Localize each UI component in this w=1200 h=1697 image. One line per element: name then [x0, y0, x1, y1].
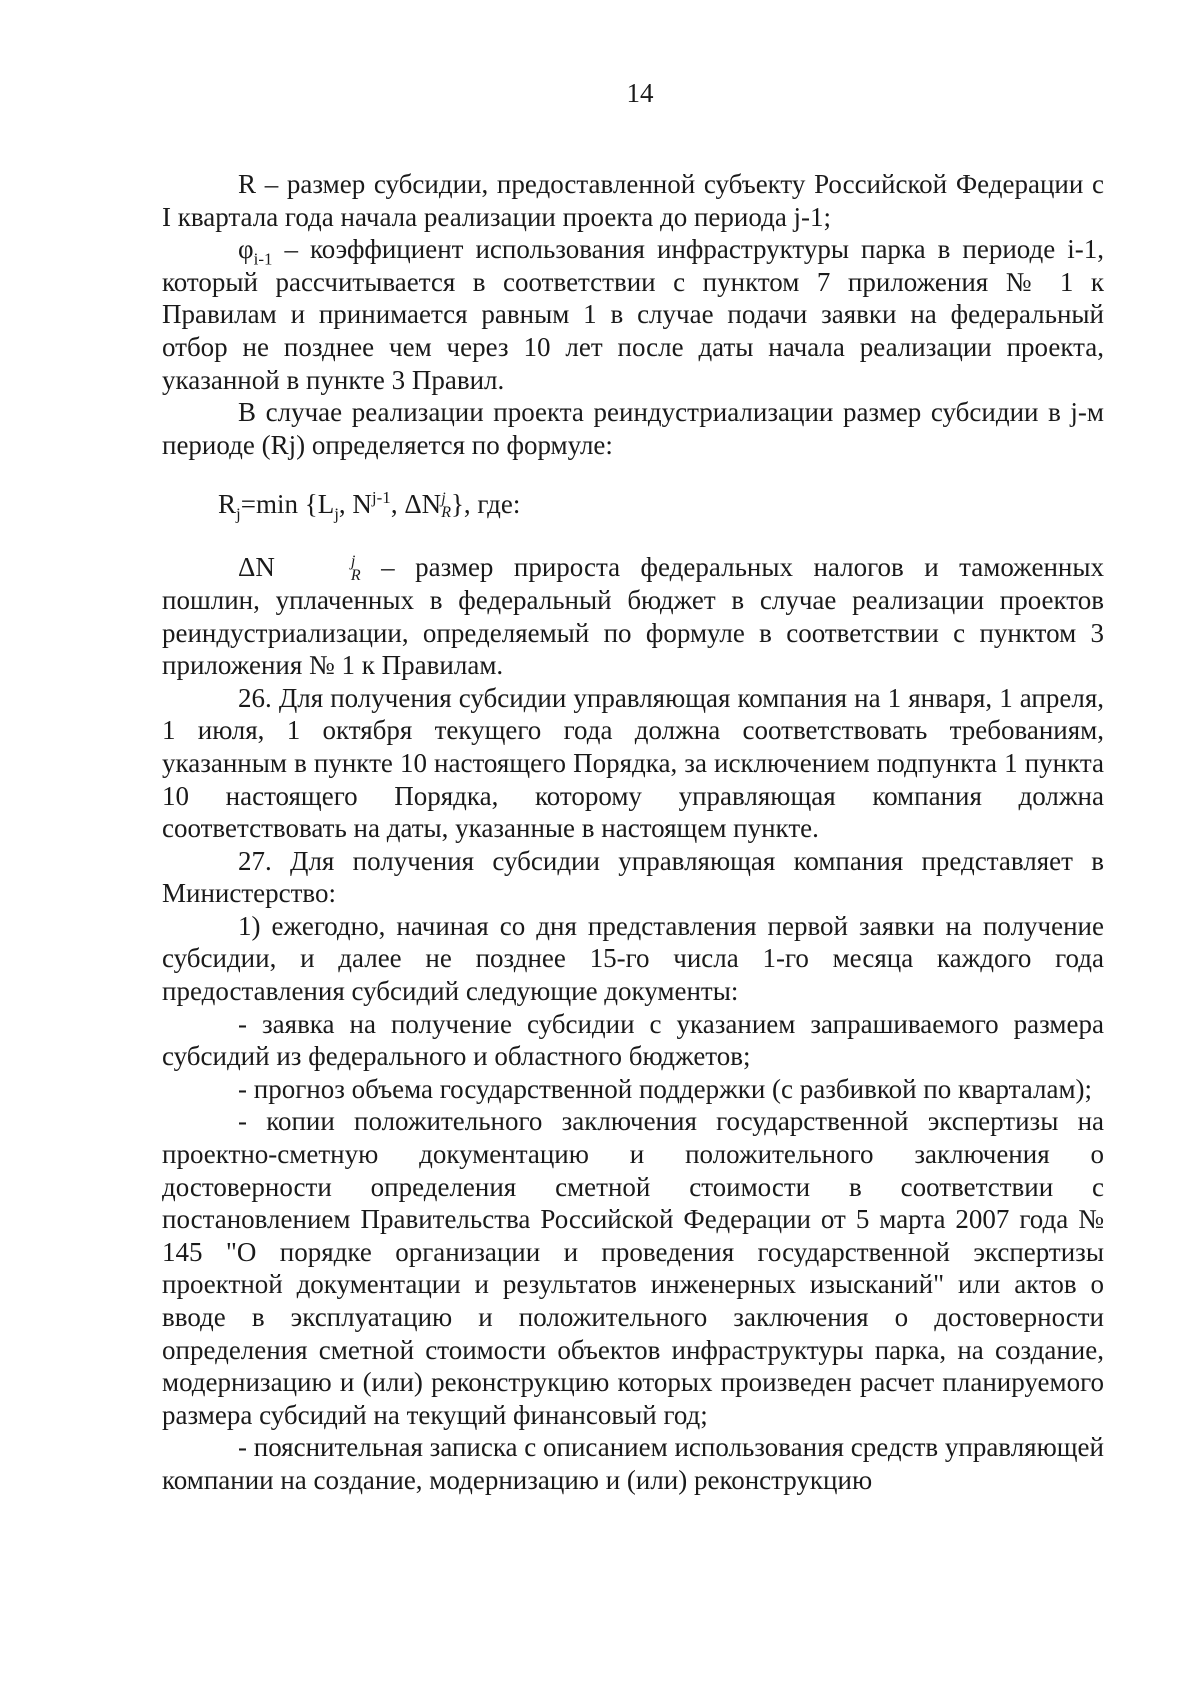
list-item-forecast: - прогноз объема государственной поддержки (с разбивкой по кварталам);	[238, 1073, 1093, 1104]
paragraph-26: 26. Для получения субсидии управляющая компания на 1 января, 1 апреля, 1 июля, 1 октября текущего года должна соответствовать требованиям, указанным в пункте 10 настоящего Порядка, за исключением подпункта 1 пункта 10 настоящего Порядка, которому управляющая компания должна соответствовать на даты, указанные в настоящем пункте.	[162, 682, 1104, 844]
list-item-application: - заявка на получение субсидии с указанием запрашиваемого размера субсидий из федерального и областного бюджетов;	[162, 1008, 1104, 1072]
formula-r: R	[218, 489, 237, 520]
phi-symbol: φ	[238, 234, 254, 265]
document-body	[162, 168, 1104, 1497]
delta-indices	[275, 552, 361, 584]
formula-delta-n: , ΔN	[390, 489, 442, 520]
formula-rj	[162, 461, 1104, 523]
paragraph-reindustrialization: В случае реализации проекта реиндустриализации размер субсидии в j-м периоде (Rj) определяется по формуле:	[162, 397, 1104, 460]
list-item-explanatory-note: - пояснительная записка с описанием использования средств управляющей компании на создание, модернизацию и (или) реконструкцию	[162, 1432, 1104, 1495]
delta-sub: R	[350, 566, 361, 584]
paragraph-27-item-1: 1) ежегодно, начиная со дня представления первой заявки на получение субсидии, и далее не позднее 15-го числа 1-го месяца каждого года предоставления субсидий следующие документы:	[162, 910, 1104, 1007]
formula-delta-indices	[441, 489, 451, 521]
paragraph-27: 27. Для получения субсидии управляющая компания представляет в Министерство:	[162, 845, 1104, 909]
formula-tail: }, где:	[450, 489, 521, 520]
formula-l-sub: j	[334, 504, 339, 524]
formula-r-sub: j	[236, 504, 241, 524]
spacer	[162, 523, 1104, 551]
phi-subscript: i-1	[253, 249, 273, 269]
phi-text: – коэффициент использования инфраструктуры парка в периоде i-1, который рассчитывается в соответствии с пунктом 7 приложения № 1 к Правилам и принимается равным 1 в случае подачи заявки на федеральный отбор не позднее чем через 10 лет после даты начала реализации проекта, указанной в пункте 3 Правил.	[162, 234, 1104, 395]
formula-min: =min {L	[240, 489, 335, 520]
formula-n-sup: j-1	[371, 488, 391, 508]
paragraph-phi-definition	[162, 233, 1104, 396]
paragraph-r-definition: R – размер субсидии, предоставленной субъекту Российской Федерации с I квартала года начала реализации проекта до периода j-1;	[162, 169, 1104, 232]
delta-text: – размер прироста федеральных налогов и таможенных пошлин, уплаченных в федеральный бюджет в случае реализации проектов реиндустриализации, определяемый по формуле в соответствии с пунктом 3 приложения № 1 к Правилам.	[162, 552, 1104, 681]
formula-dn-sub: R	[441, 503, 451, 521]
formula-n: , N	[338, 489, 372, 520]
paragraph-delta-definition	[162, 551, 1104, 681]
delta-sup: j	[350, 552, 356, 570]
formula-dn-sup: j	[441, 489, 446, 507]
delta-base: ΔN	[238, 552, 275, 583]
page-number: 14	[626, 78, 654, 108]
list-item-expertise-copies: - копии положительного заключения государственной экспертизы на проектно-сметную документацию и положительного заключения о достоверности определения сметной стоимости в соответствии с постановлением Правительства Российской Федерации от 5 марта 2007 года № 145 "О порядке организации и проведения государственной экспертизы проектной документации и результатов инженерных изысканий" или актов о вводе в эксплуатацию и положительного заключения о достоверности определения сметной стоимости объектов инфраструктуры парка, на создание, модернизацию и (или) реконструкцию которых произведен расчет планируемого размера субсидий на текущий финансовый год;	[162, 1106, 1104, 1430]
